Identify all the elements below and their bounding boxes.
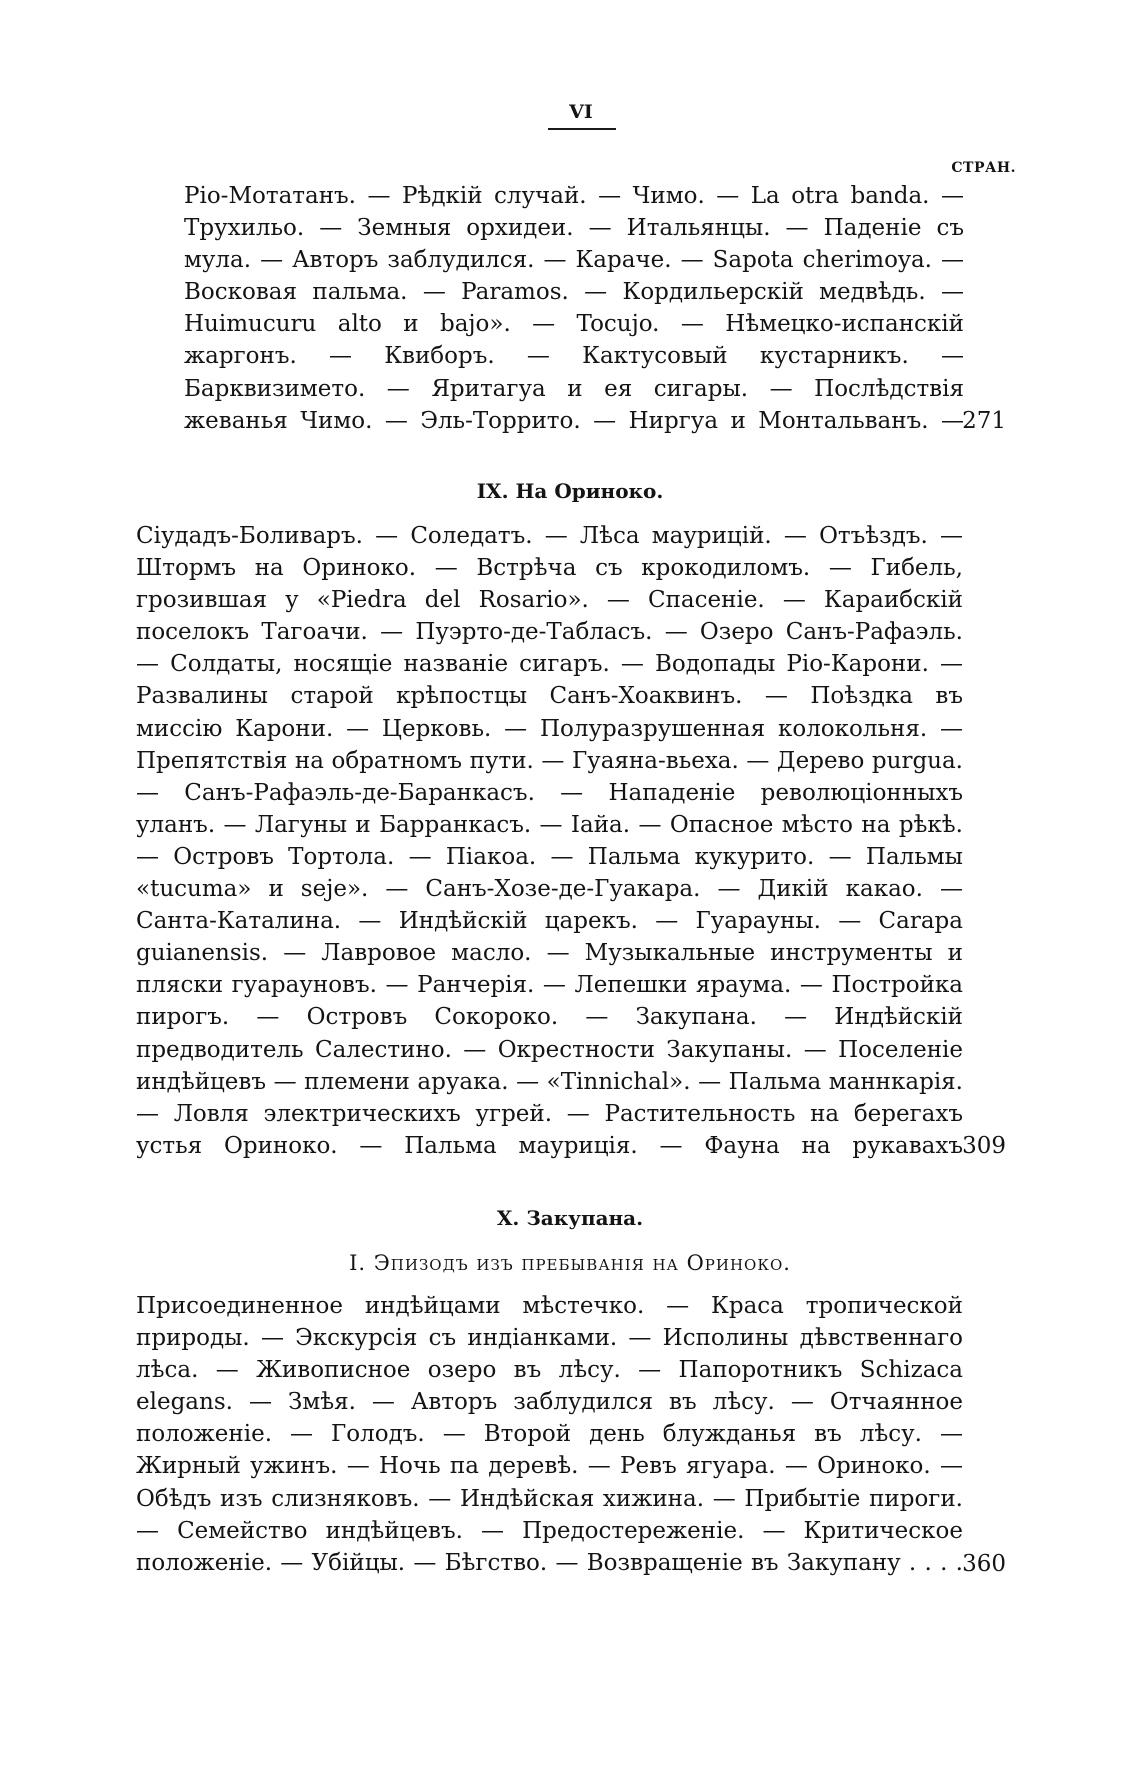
- chapter-x-heading: X. Закупана.: [496, 1206, 644, 1230]
- toc-entry-x-page: 360: [962, 1551, 1006, 1577]
- toc-entry-ix-text: Сіудадъ-Боливаръ. — Соледатъ. — Лѣса маурицій. — Отъѣздъ. — Штормъ на Ориноко. — Встрѣча съ крокодиломъ. — Гибель, грозившая у «Piedra del Rosario». — Спасеніе. — Караибскій поселокъ Тагоачи. — Пуэрто-де-Табласъ. — Озеро Санъ-Рафаэль. — Солдаты, носящіе названіе сигаръ. — Водопады Ріо-Карони. — Развалины старой крѣпостцы Санъ-Хоаквинъ. — Поѣздка въ миссію Карони. — Церковь. — Полуразрушенная колокольня. — Препятствія на обратномъ пути. — Гуаяна-вьеха. — Дерево purgua. — Санъ-Рафаэль-де-Баранкасъ. — Нападеніе революціонныхъ уланъ. — Лагуны и Барранкасъ. — Іайа. — Опасное мѣсто на рѣкѣ. — Островъ Тортола. — Піакоа. — Пальма кукурито. — Пальмы «tucuma» и seje». — Санъ-Хозе-де-Гуакара. — Дикій какао. — Санта-Каталина. — Индѣйскій царекъ. — Гуарауны. — Carapa guianensis. — Лавровое масло. — Музыкальные инструменты и пляски гуарауновъ. — Ранчерія. — Лепешки яраума. — Постройка пирогъ. — Островъ Сокороко. — Закупана. — Индѣйскій предводитель Салестино. — Окрестности Закупаны. — Поселеніе индѣйцевъ — племени аруака. — «Tinnichal». — Пальма маннкарія. — Ловля электрическихъ угрей. — Растительность на берегахъ устья Ориноко. — Пальма маурицiя. — Фауна на рукавахъ: [136, 523, 963, 1159]
- column-label: СТРАН.: [951, 160, 1016, 176]
- toc-entry-viii-page: 271: [962, 408, 1006, 434]
- chapter-x-subheading: I. Эпизодъ изъ пребыванія на Ориноко.: [349, 1251, 791, 1275]
- folio-rule: [548, 128, 616, 130]
- page-folio: VI: [569, 101, 593, 123]
- toc-entry-x-text: Присоединенное индѣйцами мѣстечко. — Краса тропической природы. — Экскурсія съ индіанками. — Исполины дѣвственнаго лѣса. — Живописное озеро въ лѣсу. — Папоротникъ Schizaca elegans. — Змѣя. — Авторъ заблудился въ лѣсу. — Отчаянное положеніе. — Голодъ. — Второй день блужданья въ лѣсу. — Жирный ужинъ. — Ночь па деревѣ. — Ревъ ягуара. — Ориноко. — Обѣдъ изъ слизняковъ. — Индѣйская хижина. — Прибытіе пироги. — Семейство индѣйцевъ. — Предостереженіе. — Критическое положеніе. — Убійцы. — Бѣгство. — Возвращеніе въ Закупану . . . .: [136, 1293, 963, 1576]
- toc-entry-ix-page: 309: [962, 1133, 1006, 1159]
- toc-entry-viii-text: Ріо-Мотатанъ. — Рѣдкій случай. — Чимо. — La otra banda. — Трухильо. — Земныя орхидеи. — Итальянцы. — Паденіе съ мула. — Авторъ заблудился. — Караче. — Sapota cherimoya. — Восковая пальма. — Paramos. — Кордильерскій медвѣдь. — Huimucuru alto и bajo». — Tocujo. — Нѣмецко-испанскій жаргонъ. — Квиборъ. — Кактусовый кустарникъ. — Барквизимето. — Яритагуа и ея сигары. — Послѣдствія жеванья Чимо. — Эль-Торрито. — Ниргуа и Монтальванъ. —: [184, 183, 964, 434]
- chapter-ix-heading: IX. На Ориноко.: [476, 479, 664, 503]
